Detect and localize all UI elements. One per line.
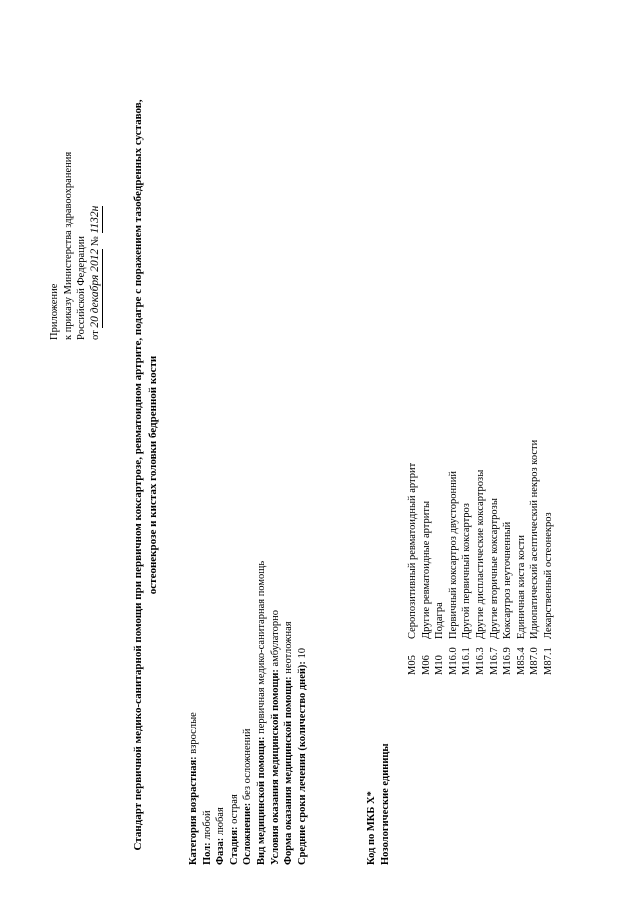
- param-value: неотложная: [283, 621, 295, 674]
- icd-code-row: [542, 115, 556, 675]
- icd-code-row: [433, 115, 447, 675]
- icd-code-row: [474, 115, 488, 675]
- appendix-line-2: к приказу Министерства здравоохранения: [62, 151, 74, 340]
- icd-name: Первичный коксартроз двусторонний: [447, 470, 459, 639]
- icd-code: M16.3: [474, 647, 486, 675]
- icd-code-row: [488, 115, 502, 675]
- param-value: 10: [296, 647, 308, 659]
- param-label: Вид медицинской помощи:: [255, 736, 267, 865]
- handwritten-number: 1132н: [89, 206, 104, 234]
- icd-name: Другие вторичные коксартрозы: [488, 498, 500, 639]
- icd-subheading: Нозологические единицы: [379, 743, 391, 865]
- appendix-line-1: Приложение: [49, 283, 60, 340]
- icd-code: M87.1: [542, 647, 554, 675]
- param-label: Средние сроки лечения (количество дней):: [296, 661, 308, 865]
- param-row: [255, 215, 269, 865]
- appendix-block: [48, 20, 103, 340]
- icd-code-row: [447, 115, 461, 675]
- icd-code: M16.0: [447, 647, 459, 675]
- param-value: любая: [215, 807, 227, 836]
- standard-parameters: [187, 215, 309, 865]
- icd-name: Серопозитивный ревматоидный артрит: [407, 462, 418, 639]
- param-label: Фаза:: [215, 837, 227, 865]
- icd-code-row: [515, 115, 529, 675]
- icd-code: M05: [407, 655, 418, 675]
- icd-code-row: [460, 115, 474, 675]
- icd-name: Подагра: [434, 602, 446, 639]
- param-value: без осложнений: [242, 728, 254, 801]
- param-value: взрослые: [188, 712, 199, 754]
- icd-name: Другие диспластические коксартрозы: [474, 469, 486, 639]
- icd-name: Идиопатический асептический некроз кости: [529, 439, 541, 639]
- icd-code: M87.0: [529, 647, 541, 675]
- param-value: острая: [228, 794, 240, 824]
- appendix-line-3: Российской Федерации: [76, 236, 88, 340]
- param-row: [187, 215, 201, 865]
- icd-code-row: [501, 115, 515, 675]
- from-label: от: [89, 330, 101, 340]
- param-value: амбулаторно: [269, 610, 281, 667]
- param-value: первичная медико-санитарная помощь: [255, 560, 267, 734]
- icd-code-row: [406, 115, 420, 675]
- icd-code-row: [420, 115, 434, 675]
- icd-code: M10: [434, 655, 446, 675]
- icd-heading: Код по МКБ X*: [366, 791, 377, 865]
- icd-code: M16.9: [502, 647, 514, 675]
- param-row: [282, 215, 296, 865]
- icd-name: Другие ревматоидные артриты: [420, 500, 432, 639]
- param-label: Пол:: [201, 842, 213, 865]
- icd-heading-block: [365, 565, 392, 865]
- param-row: [269, 215, 283, 865]
- param-label: Категория возрастная:: [188, 756, 199, 865]
- number-label: №: [89, 236, 101, 247]
- icd-name: Другой первичный коксартроз: [461, 503, 473, 639]
- param-value: любой: [201, 810, 213, 840]
- icd-code: M16.1: [461, 647, 473, 675]
- param-row: [201, 215, 215, 865]
- icd-code: M16.7: [488, 647, 500, 675]
- icd-code-list: [406, 115, 556, 675]
- handwritten-date: 20 декабря 2012: [89, 249, 104, 328]
- param-row: [228, 215, 242, 865]
- appendix-date-line: [89, 20, 104, 340]
- param-label: Стадия:: [228, 826, 240, 865]
- param-row: [296, 215, 310, 865]
- icd-name: Единичная киста кости: [515, 535, 527, 639]
- param-label: Форма оказания медицинской помощи:: [283, 676, 295, 865]
- param-label: Условия оказания медицинской помощи:: [269, 669, 281, 865]
- param-row: [241, 215, 255, 865]
- param-label: Осложнение:: [242, 802, 254, 865]
- icd-code: M06: [420, 655, 432, 675]
- icd-code-row: [528, 115, 542, 675]
- icd-name: Коксартроз неуточненный: [502, 521, 514, 639]
- icd-name: Лекарственный остеонекроз: [542, 512, 554, 639]
- document-title: Стандарт первичной медико-санитарной помощи при первичном коксартрозе, ревматоидном артрите, подагре с поражением тазобедренных суставов, остеонекрозе и кистах головки бедренной кости: [132, 99, 159, 851]
- param-row: [214, 215, 228, 865]
- icd-code: M85.4: [515, 647, 527, 675]
